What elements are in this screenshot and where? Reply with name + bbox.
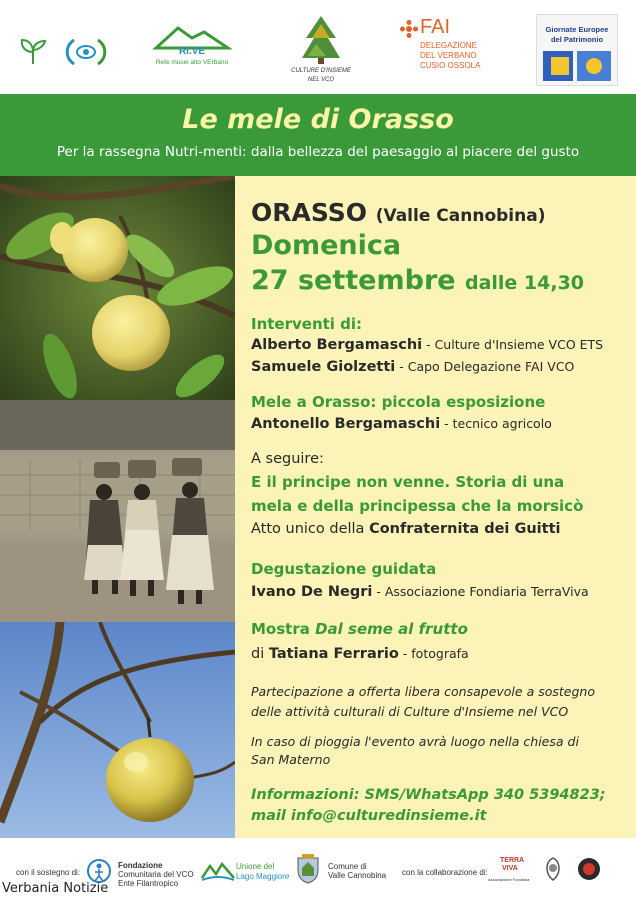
note-line: In caso di pioggia l'evento avrà luogo nella chiesa di bbox=[251, 734, 579, 749]
fai-line2: DEL VERBANO bbox=[420, 51, 477, 60]
speaker-row bbox=[251, 416, 552, 432]
comune-line1: Comune di bbox=[328, 862, 367, 871]
sprout-icon bbox=[18, 36, 48, 66]
comune-line2: Valle Cannobina bbox=[328, 871, 387, 880]
terraviva-line2: VIVA bbox=[502, 865, 518, 872]
event-place-line bbox=[251, 198, 545, 227]
mele-heading: Mele a Orasso: piccola esposizione bbox=[251, 393, 546, 411]
note-line: delle attività culturali di Culture d'Insieme nel VCO bbox=[251, 704, 569, 719]
terraviva-line3: Associazione Fondiaria bbox=[488, 877, 530, 882]
unione-line1: Unione del bbox=[236, 862, 275, 871]
speaker-role: - Culture d'Insieme VCO ETS bbox=[422, 337, 604, 352]
note-line: San Materno bbox=[251, 752, 331, 767]
fondazione-line1: Fondazione bbox=[118, 861, 163, 870]
rive-mountain-logo bbox=[152, 24, 232, 72]
title-banner bbox=[0, 94, 636, 176]
eye-circle-icon bbox=[64, 36, 108, 68]
collab-label: con la collaborazione di: bbox=[402, 868, 488, 877]
speaker-role: - Capo Delegazione FAI VCO bbox=[395, 359, 575, 374]
vintage-women-photo bbox=[0, 400, 235, 622]
gep-logo bbox=[536, 14, 618, 86]
speaker-row bbox=[251, 584, 589, 600]
rive-sublabel: Rete musei alto VErbano bbox=[155, 59, 229, 66]
speaker-name: Antonello Bergamaschi bbox=[251, 416, 441, 432]
watermark: Verbania Notizie bbox=[2, 881, 109, 896]
event-date-line bbox=[251, 265, 584, 296]
culture-label: CULTURE D'INSIEME bbox=[291, 68, 351, 74]
di-prefix: di bbox=[251, 646, 269, 662]
info-email: mail info@culturedinsieme.it bbox=[251, 808, 487, 824]
comune-crest-logo bbox=[296, 854, 320, 884]
note-line: Partecipazione a offerta libera consapevole a sostegno bbox=[251, 684, 595, 699]
degustazione-heading: Degustazione guidata bbox=[251, 560, 437, 578]
interventi-heading: Interventi di: bbox=[251, 315, 363, 333]
unione-logo bbox=[200, 860, 236, 882]
rive-label: RI.VE bbox=[178, 46, 206, 57]
atto-name: Confraternita dei Guitti bbox=[369, 521, 561, 537]
photo-column bbox=[0, 176, 235, 838]
page-title: Le mele di Orasso bbox=[182, 104, 454, 135]
event-date: 27 settembre bbox=[251, 265, 456, 296]
event-time: dalle 14,30 bbox=[464, 272, 585, 294]
association-logo bbox=[542, 856, 564, 882]
mostra-title: Dal seme al frutto bbox=[315, 620, 468, 638]
fai-brand: FAI bbox=[420, 16, 451, 38]
info-phone: Informazioni: SMS/WhatsApp 340 5394823; bbox=[251, 787, 606, 803]
fai-line3: CUSIO OSSOLA bbox=[420, 61, 481, 70]
fondazione-line3: Ente Filantropico bbox=[118, 879, 179, 888]
speaker-name: Tatiana Ferrario bbox=[268, 646, 399, 662]
apple-sky-photo bbox=[0, 622, 235, 838]
terraviva-line1: TERRA bbox=[500, 857, 525, 864]
culture-sublabel: NEL VCO bbox=[307, 77, 335, 83]
gep-line1: Giornate Europee bbox=[545, 25, 609, 34]
culture-dinsieme-logo bbox=[276, 14, 366, 90]
page-subtitle: Per la rassegna Nutri-menti: dalla bellezza del paesaggio al piacere del gusto bbox=[56, 144, 580, 160]
story-title-line2: mela e della principessa che la morsicò bbox=[251, 497, 584, 515]
story-title-line1: E il principe non venne. Storia di una bbox=[251, 473, 565, 491]
event-valley: (Valle Cannobina) bbox=[375, 206, 546, 226]
speaker-name: Alberto Bergamaschi bbox=[251, 337, 423, 353]
red-circle-logo bbox=[576, 856, 602, 882]
support-label: con il sostegno di: bbox=[16, 868, 81, 877]
mostra-heading bbox=[251, 620, 468, 638]
event-place: ORASSO bbox=[251, 198, 367, 227]
gep-line2: del Patrimonio bbox=[550, 35, 604, 44]
mostra-prefix: Mostra bbox=[251, 620, 316, 638]
fai-logo bbox=[398, 16, 498, 76]
event-details-panel bbox=[235, 176, 636, 838]
fai-line1: DELEGAZIONE bbox=[420, 41, 477, 50]
unione-line2: Lago Maggiore bbox=[236, 872, 290, 881]
fondazione-line2: Comunitaria del VCO bbox=[118, 870, 194, 879]
atto-prefix: Atto unico della bbox=[251, 521, 370, 537]
top-logo-bar bbox=[0, 0, 636, 94]
event-day: Domenica bbox=[251, 230, 402, 261]
apples-on-branch-photo bbox=[0, 176, 235, 400]
atto-line bbox=[251, 521, 560, 537]
speaker-row bbox=[251, 337, 603, 353]
a-seguire-label: A seguire: bbox=[251, 451, 324, 467]
speaker-name: Ivano De Negri bbox=[251, 584, 373, 600]
terraviva-logo bbox=[488, 855, 530, 889]
speaker-role: - fotografa bbox=[398, 646, 469, 661]
speaker-row bbox=[251, 359, 574, 375]
speaker-name: Samuele Giolzetti bbox=[251, 359, 396, 375]
speaker-role: - tecnico agricolo bbox=[440, 416, 552, 431]
speaker-role: - Associazione Fondiaria TerraViva bbox=[372, 584, 589, 599]
mostra-author-line bbox=[251, 646, 469, 662]
